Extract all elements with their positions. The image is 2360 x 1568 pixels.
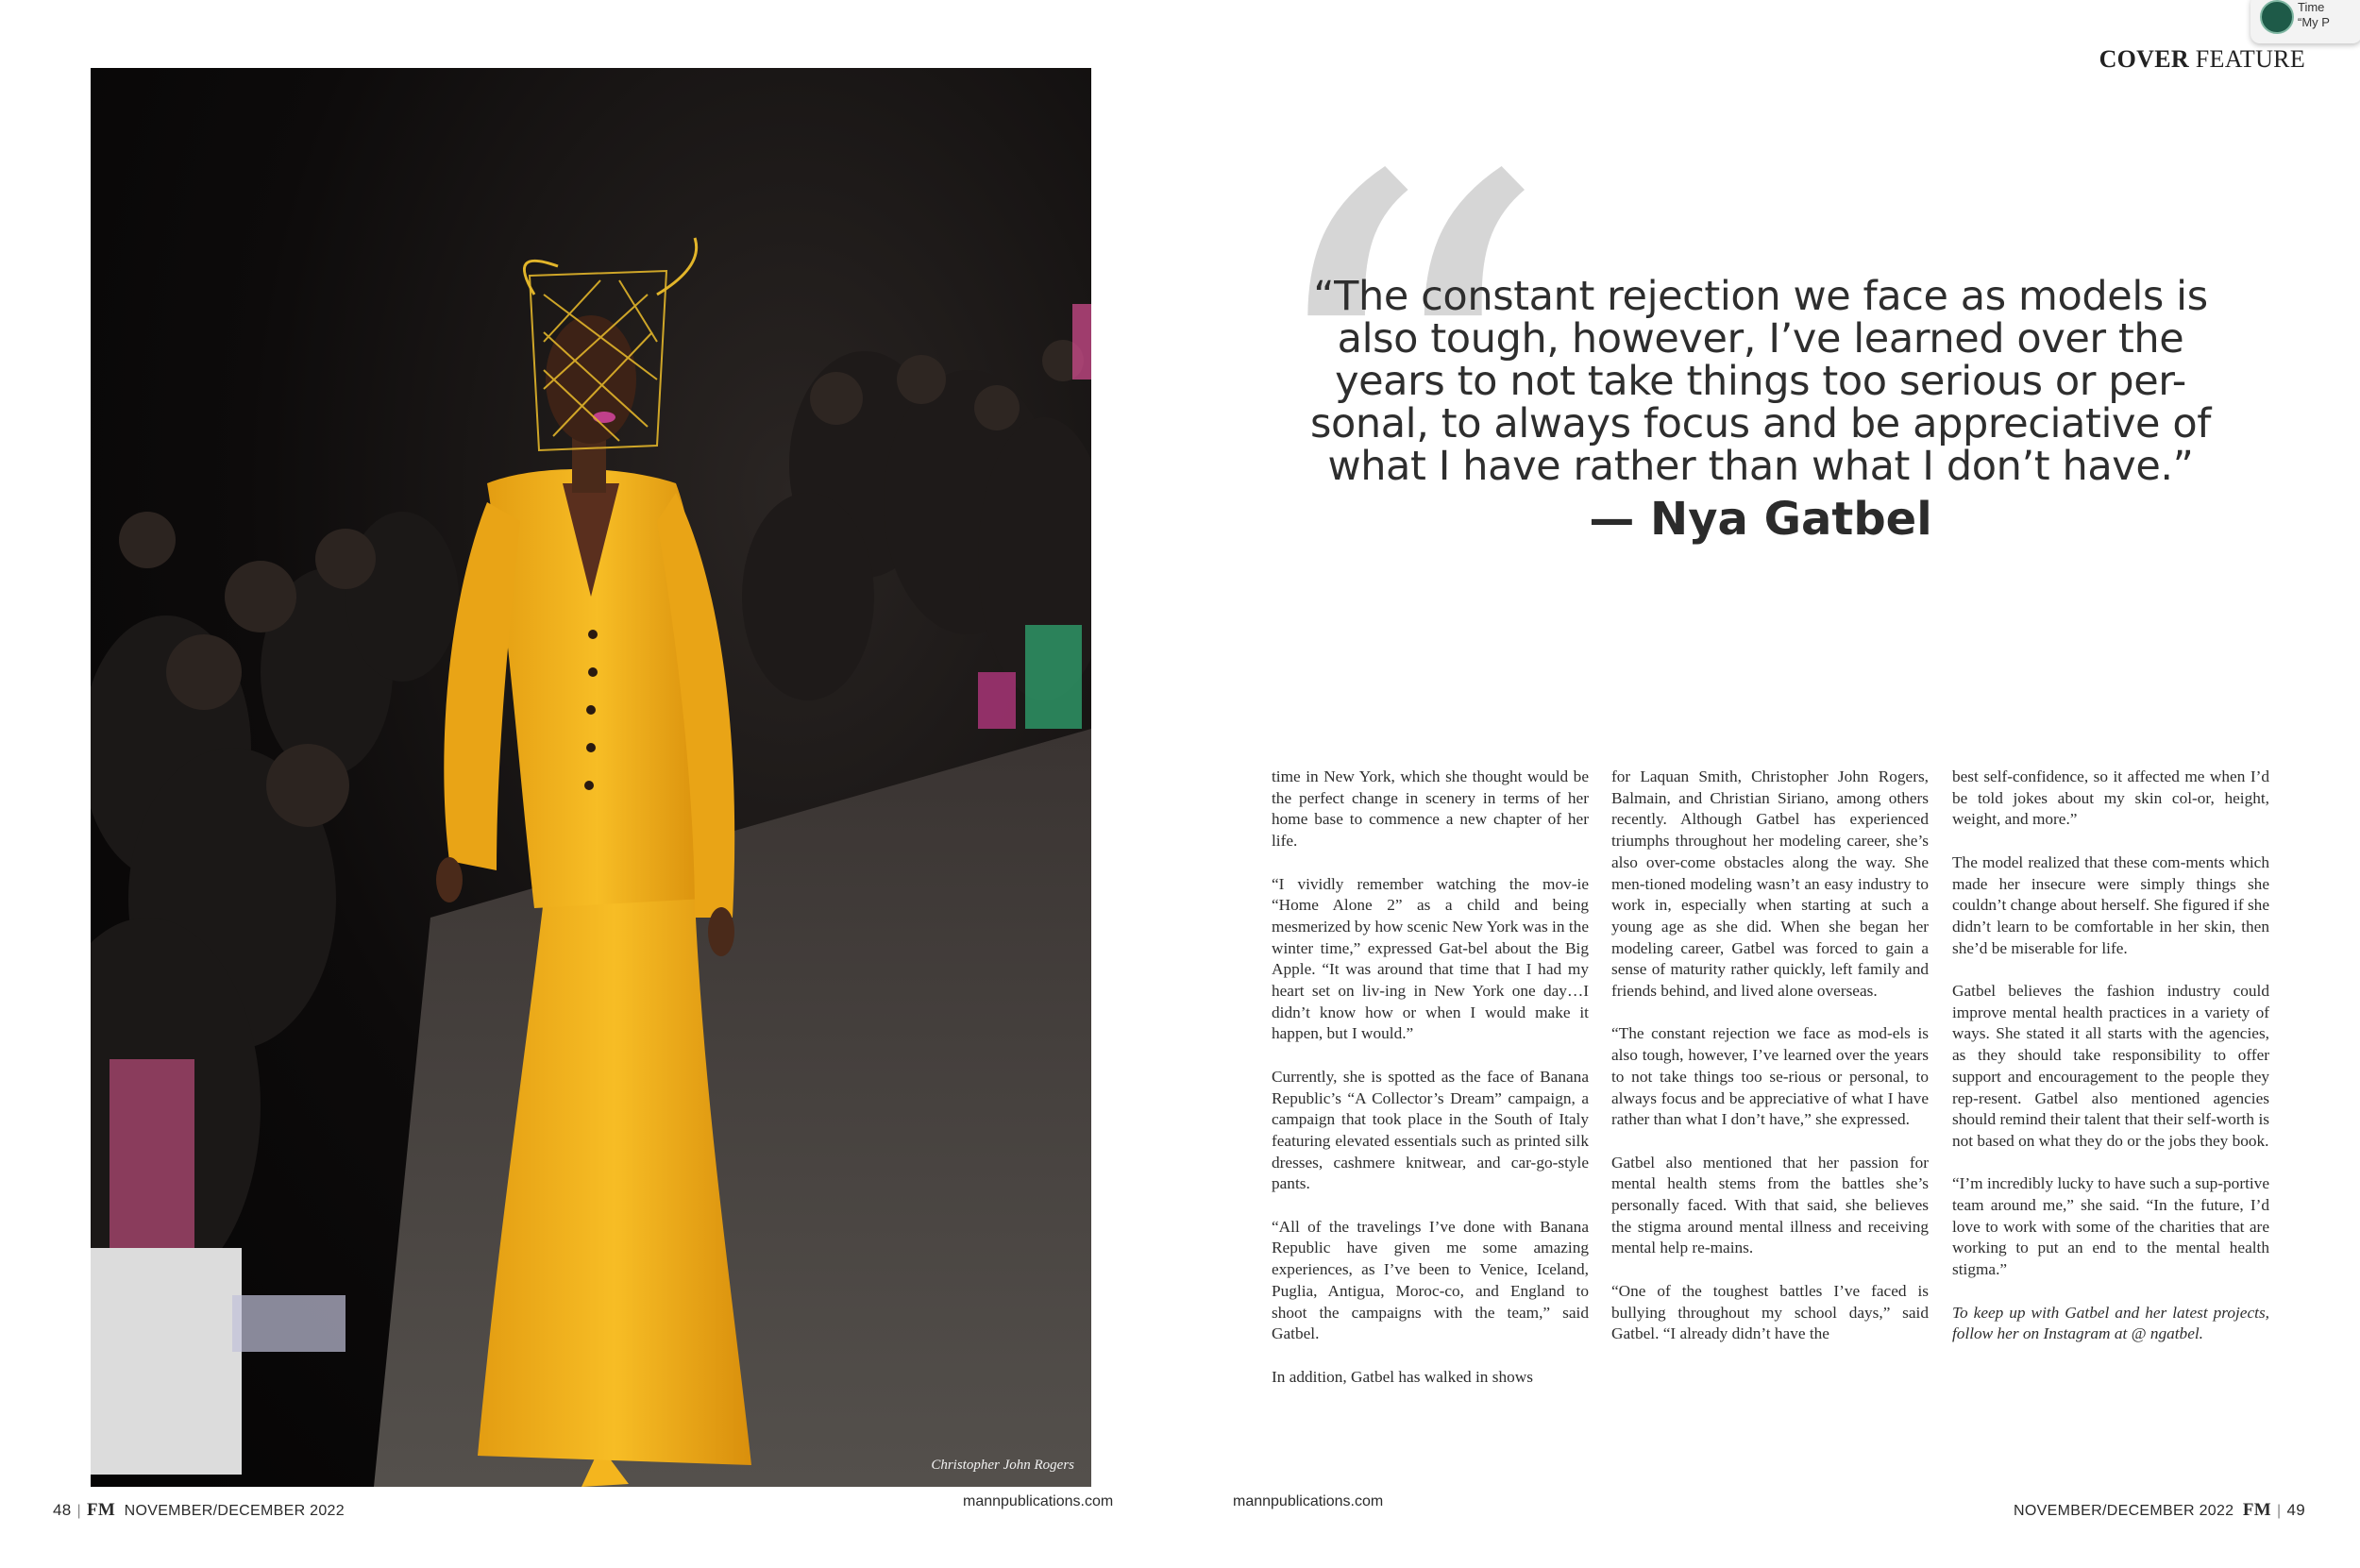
paragraph: best self-confidence, so it affected me when I’d be told jokes about my skin col-or, height, weight, and more.” (1952, 767, 2269, 829)
instagram-note: To keep up with Gatbel and her latest projects, follow her on Instagram at @ ngatbel. (1952, 1303, 2269, 1343)
quotation-mark-icon: “ (1246, 54, 1518, 757)
page-number-left: 48 (53, 1501, 72, 1519)
paragraph: Gatbel also mentioned that her passion for mental health stems from the battles she’s personally faced. With that said, she believes the stigma around mental illness and receiving mental help re-mains. (1611, 1153, 1929, 1257)
paragraph: “I vividly remember watching the mov-ie “Home Alone 2” as a child and being mesmerized by how scenic New York was in the winter time,” expressed Gat-bel about the Big Apple. “It was around that time that I had my heart set on liv-ing in New York one day…I didn’t know how or when I would make it happen, but I would.” (1272, 874, 1589, 1043)
section-label (2099, 45, 2305, 74)
issue-date-left: NOVEMBER/DECEMBER 2022 (124, 1503, 345, 1519)
article-column-2 (1611, 767, 1929, 1367)
paragraph: for Laquan Smith, Christopher John Rogers, Balmain, and Christian Siriano, among others recently. Although Gatbel has experienced triumphs throughout her modeling career, she’s also over-come obstacles along the way. She men-tioned modeling wasn’t an easy industry to work in, especially when starting at such a young age as she did. When she began her modeling career, Gatbel was forced to gain a sense of maturity rather quickly, left family and friends behind, and lived alone overseas. (1611, 767, 1929, 1001)
runway-photo (91, 68, 1091, 1487)
runway-illustration (91, 68, 1091, 1487)
pull-quote-attribution: — Nya Gatbel (1589, 493, 1932, 546)
website-url-left[interactable]: mannpublications.com (963, 1493, 1114, 1509)
paragraph: “The constant rejection we face as mod-els is also tough, however, I’ve learned over the years to not take things too se-rious or personal, to always focus and be appreciative of what I have rather than what I don’t have,” she expressed. (1611, 1024, 1929, 1129)
issue-date-right: NOVEMBER/DECEMBER 2022 (2014, 1503, 2234, 1519)
right-page-footer: NOVEMBER/DECEMBER 2022 FM | 49 (2014, 1500, 2305, 1520)
page-number-right: 49 (2286, 1501, 2305, 1519)
paragraph: “I’m incredibly lucky to have such a sup-portive team around me,” she said. “In the future, I’d love to work with some of the charities that are working to put an end to the mental health stigma.” (1952, 1174, 2269, 1279)
article-column-3 (1952, 767, 2269, 1367)
paragraph: In addition, Gatbel has walked in shows (1272, 1367, 1533, 1386)
website-url-right[interactable]: mannpublications.com (1233, 1493, 1384, 1509)
left-page-footer: 48 | FM NOVEMBER/DECEMBER 2022 (53, 1500, 345, 1520)
magazine-logo-left: FM (86, 1500, 116, 1520)
paragraph: Gatbel believes the fashion industry could improve mental health practices in a variety of ways. She stated it all starts with the agencies, as they should take responsibility to offer support and encouragement to the people they rep-resent. Gatbel also mentioned agencies should remind their talent that their self-worth is not based on what they do or the jobs they book. (1952, 982, 2269, 1150)
paragraph: time in New York, which she thought would be the perfect change in scenery in terms of her home base to commence a new chapter of her life. (1272, 767, 1589, 851)
pull-quote: “The constant rejection we face as models is also tough, however, I’ve learned over the years to not take things too serious or per-sonal, to always focus and be appreciative of what I have rather than what I don’t have.” (1309, 273, 2212, 490)
article-column-1 (1272, 767, 1589, 1409)
paragraph: “All of the travelings I’ve done with Banana Republic have given me some amazing experiences, as I’ve been to Venice, Iceland, Puglia, Antigua, Moroc-co, and England to shoot the campaigns with the team,” said Gatbel. (1272, 1217, 1589, 1343)
paragraph: “One of the toughest battles I’ve faced is bullying throughout my school days,” said Gatbel. “I already didn’t have the (1611, 1281, 1929, 1343)
magazine-logo-right: FM (2242, 1500, 2272, 1520)
section-label-bold: COVER (2099, 45, 2189, 73)
notification-title: Time (2298, 0, 2325, 14)
paragraph: The model realized that these com-ments which made her insecure were simply things she couldn’t change about herself. She figured if she didn’t learn to be comfortable in her skin, then she’d be miserable for life. (1952, 852, 2269, 957)
section-label-light: FEATURE (2195, 45, 2305, 73)
notification-popup[interactable] (2250, 0, 2360, 43)
notification-subtitle: “My P (2298, 15, 2330, 29)
photo-credit: Christopher John Rogers (931, 1458, 1074, 1473)
time-machine-icon (2260, 0, 2294, 34)
paragraph: Currently, she is spotted as the face of Banana Republic’s “A Collector’s Dream” campaign, a campaign that took place in the South of Italy featuring elevated essentials such as printed silk dresses, cashmere knitwear, and car-go-style pants. (1272, 1067, 1589, 1193)
